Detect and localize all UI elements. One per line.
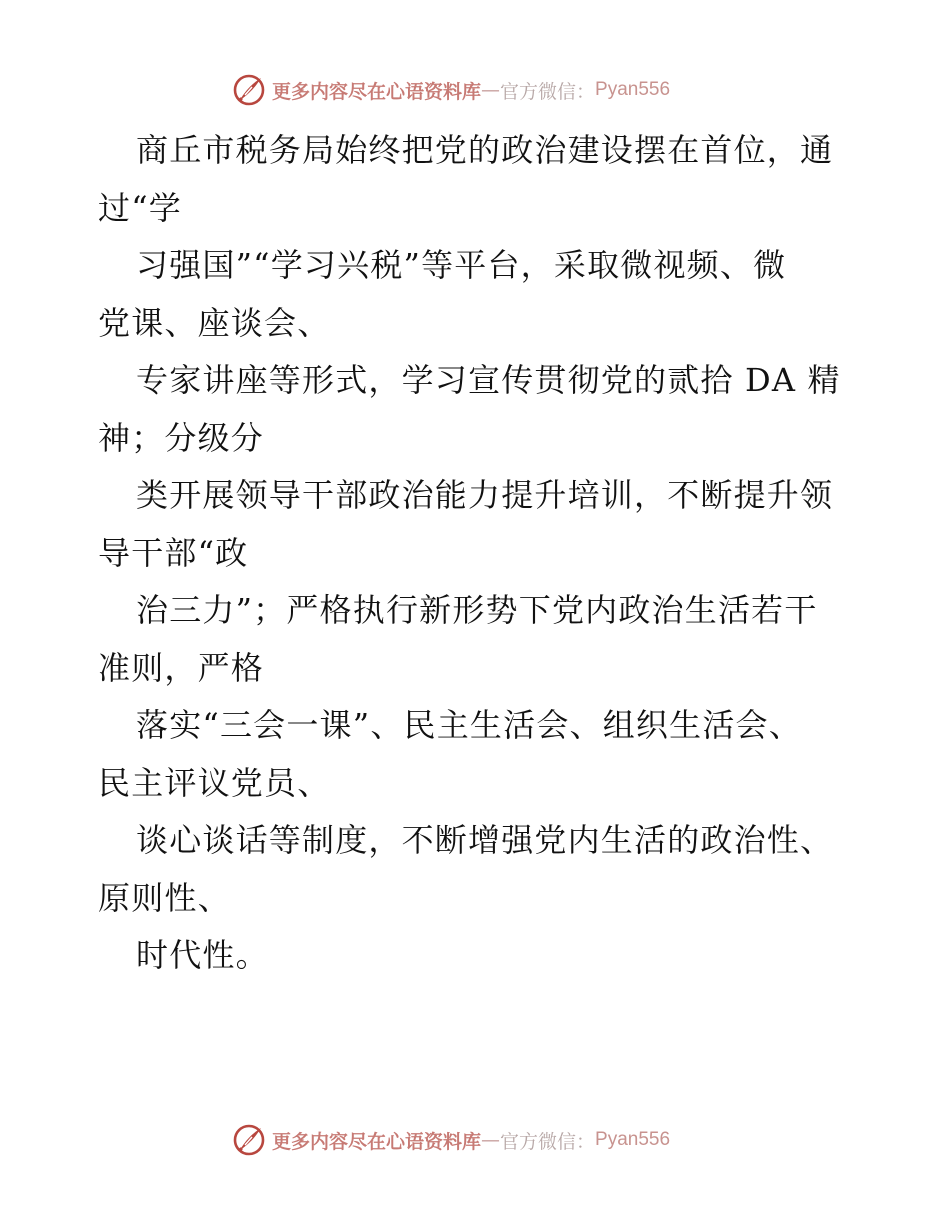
text-line: 类开展领导干部政治能力提升培训，不断提升领: [136, 476, 834, 514]
wechat-label: 官方微信：: [500, 1130, 596, 1153]
text-line: 党课、座谈会、: [98, 303, 331, 342]
wechat-id: Pyan556: [595, 1129, 671, 1150]
text-line: 原则性、: [98, 878, 231, 917]
wechat-label: 官方微信：: [500, 80, 596, 103]
footer-banner: [232, 1122, 670, 1158]
banner-separator: —: [481, 1129, 501, 1151]
text-line: 时代性。: [136, 936, 269, 974]
wechat-id: Pyan556: [595, 79, 671, 100]
text-line: 民主评议党员、: [98, 763, 331, 802]
quill-logo-icon: [232, 73, 266, 107]
text-line: 治三力”；严格执行新形势下党内政治生活若干: [136, 591, 818, 629]
text-line: 落实“三会一课”、民主生活会、组织生活会、: [136, 706, 802, 744]
text-line: 导干部“政: [98, 533, 249, 572]
document-body: [98, 122, 858, 985]
text-line: 神；分级分: [98, 418, 265, 457]
quill-logo-icon: [232, 1123, 266, 1157]
header-banner: [232, 72, 670, 108]
text-line: 准则，严格: [98, 648, 265, 687]
brand-text: 更多内容尽在心语资料库: [272, 80, 482, 103]
text-line: 商丘市税务局始终把党的政治建设摆在首位，通: [136, 131, 834, 169]
banner-separator: —: [481, 79, 501, 101]
text-line: 过“学: [98, 188, 182, 227]
text-line: 谈心谈话等制度，不断增强党内生活的政治性、: [136, 821, 834, 859]
text-line: 习强国”“学习兴税”等平台，采取微视频、微: [136, 246, 787, 284]
brand-text: 更多内容尽在心语资料库: [272, 1130, 482, 1153]
text-line: 专家讲座等形式，学习宣传贯彻党的贰拾 DA 精: [136, 361, 841, 399]
